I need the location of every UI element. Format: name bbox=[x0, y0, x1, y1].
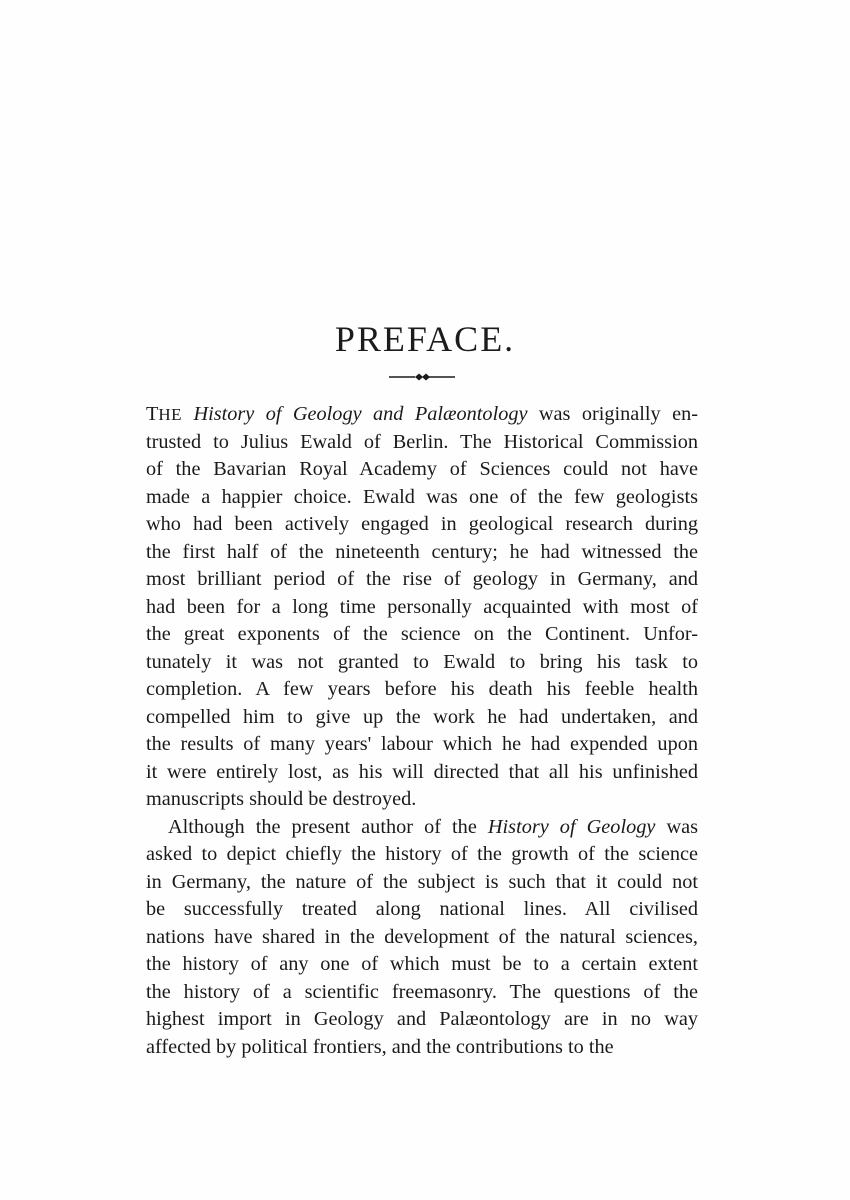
text-line bbox=[146, 484, 698, 512]
text-line bbox=[146, 731, 698, 759]
text-line bbox=[146, 1006, 698, 1034]
text-segment: asked to depict chiefly the history of the growth of the science bbox=[146, 843, 698, 865]
italic-title: History of Geology and Palæontology bbox=[193, 403, 528, 425]
text-line bbox=[146, 566, 698, 594]
text-segment: was originally en- bbox=[527, 403, 698, 425]
text-segment: had been for a long time personally acquainted with most of bbox=[146, 595, 698, 618]
text-line bbox=[146, 649, 698, 677]
text-segment: was bbox=[655, 815, 698, 838]
text-segment: T bbox=[146, 403, 159, 425]
text-segment: tunately it was not granted to Ewald to bring his task to bbox=[146, 650, 698, 673]
text-segment: Although the present author of the bbox=[168, 815, 488, 838]
text-segment: nations have shared in the development of the natural sciences, bbox=[146, 925, 698, 948]
text-line bbox=[146, 539, 698, 567]
text-line bbox=[146, 759, 698, 787]
text-segment: manuscripts should be destroyed. bbox=[146, 788, 417, 810]
text-segment: it were entirely lost, as his will directed that all his unfinished bbox=[146, 760, 698, 783]
text-segment: of the Bavarian Royal Academy of Sciences could not have bbox=[146, 458, 698, 480]
small-caps-text: HE bbox=[158, 405, 183, 424]
ornament-rule-icon bbox=[389, 370, 455, 384]
text-segment bbox=[182, 403, 193, 425]
text-line bbox=[146, 979, 698, 1007]
text-line bbox=[146, 429, 698, 457]
text-segment: compelled him to give up the work he had undertaken, and bbox=[146, 705, 698, 728]
text-segment: made a happier choice. Ewald was one of the few geologists bbox=[146, 485, 698, 508]
text-segment: the history of a scientific freemasonry. The questions of the bbox=[146, 980, 698, 1003]
text-line bbox=[146, 951, 698, 979]
text-segment: the great exponents of the science on the Continent. Unfor- bbox=[146, 623, 698, 645]
text-line bbox=[146, 924, 698, 952]
text-line bbox=[146, 511, 698, 539]
text-segment: affected by political frontiers, and the contributions to the bbox=[146, 1035, 614, 1058]
text-line bbox=[146, 401, 698, 429]
text-line bbox=[146, 814, 698, 842]
text-line bbox=[146, 1034, 698, 1062]
text-line bbox=[146, 704, 698, 732]
text-line bbox=[146, 786, 698, 814]
preface-body bbox=[146, 401, 698, 1061]
text-line bbox=[146, 896, 698, 924]
text-segment: the results of many years' labour which he had expended upon bbox=[146, 733, 698, 755]
text-line bbox=[146, 869, 698, 897]
text-segment: in Germany, the nature of the subject is such that it could not bbox=[146, 870, 698, 893]
text-segment: trusted to Julius Ewald of Berlin. The Historical Commission bbox=[146, 430, 698, 453]
text-line bbox=[146, 841, 698, 869]
text-line bbox=[146, 456, 698, 484]
text-line bbox=[146, 676, 698, 704]
italic-title: History of Geology bbox=[487, 815, 656, 838]
text-segment: highest import in Geology and Palæontology are in no way bbox=[146, 1008, 698, 1030]
text-line bbox=[146, 621, 698, 649]
text-segment: who had been actively engaged in geological research during bbox=[146, 513, 698, 535]
text-segment: the history of any one of which must be to a certain extent bbox=[146, 953, 698, 975]
text-segment: be successfully treated along national lines. All civilised bbox=[146, 898, 698, 920]
page-title: PREFACE. bbox=[334, 319, 516, 359]
text-segment: completion. A few years before his death his feeble health bbox=[146, 678, 698, 700]
text-line bbox=[146, 594, 698, 622]
text-segment: most brilliant period of the rise of geology in Germany, and bbox=[146, 568, 698, 590]
text-segment: the first half of the nineteenth century; he had witnessed the bbox=[146, 540, 698, 563]
